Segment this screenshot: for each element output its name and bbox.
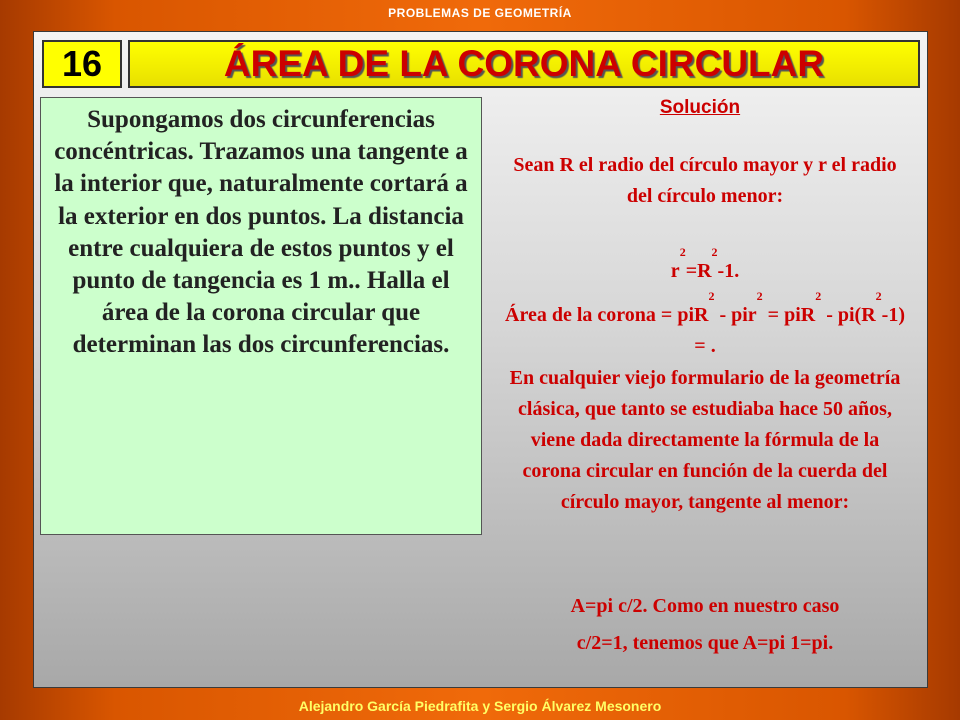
solution-equation-1: $r^2=R^2-1$. <box>670 245 740 282</box>
footer-authors: Alejandro García Piedrafita y Sergio Álvarez Mesonero <box>298 698 662 714</box>
solution-intro: Sean R el radio del círculo mayor y r el radio del círculo menor: <box>513 154 897 207</box>
header-caption: PROBLEMAS DE GEOMETRÍA <box>388 6 572 20</box>
problem-statement-text: Supongamos dos circunferencias concéntricas. Trazamos una tangente a la interior que, naturalmente cortará a la exterior en dos puntos. La distancia entre cualquiera de estos puntos y el punto de tangencia es 1 m.. Halla el área de la corona circular que determinan las dos circunferencias. <box>54 106 468 359</box>
solution-formula-line: A=pi c/2. Como en nuestro caso <box>570 595 840 617</box>
problem-number-badge: 16 <box>42 40 122 88</box>
solution-heading: Solución <box>659 97 741 118</box>
solution-conclusion: c/2=1, tenemos que A=pi 1=pi. <box>576 632 834 654</box>
problem-statement-box <box>40 97 482 535</box>
solution-body: En cualquier viejo formulario de la geometría clásica, que tanto se estudiaba hace 50 años, viene dada directamente la fórmula de la corona circular en función de la cuerda del círculo mayor, tangente al menor: <box>509 367 901 513</box>
slide-title: ÁREA DE LA CORONA CIRCULAR <box>128 40 920 88</box>
solution-equation-2: Área de la corona = $piR^2 - pir^2 = piR^2 - pi(R^2-1)$ = . <box>505 289 905 357</box>
